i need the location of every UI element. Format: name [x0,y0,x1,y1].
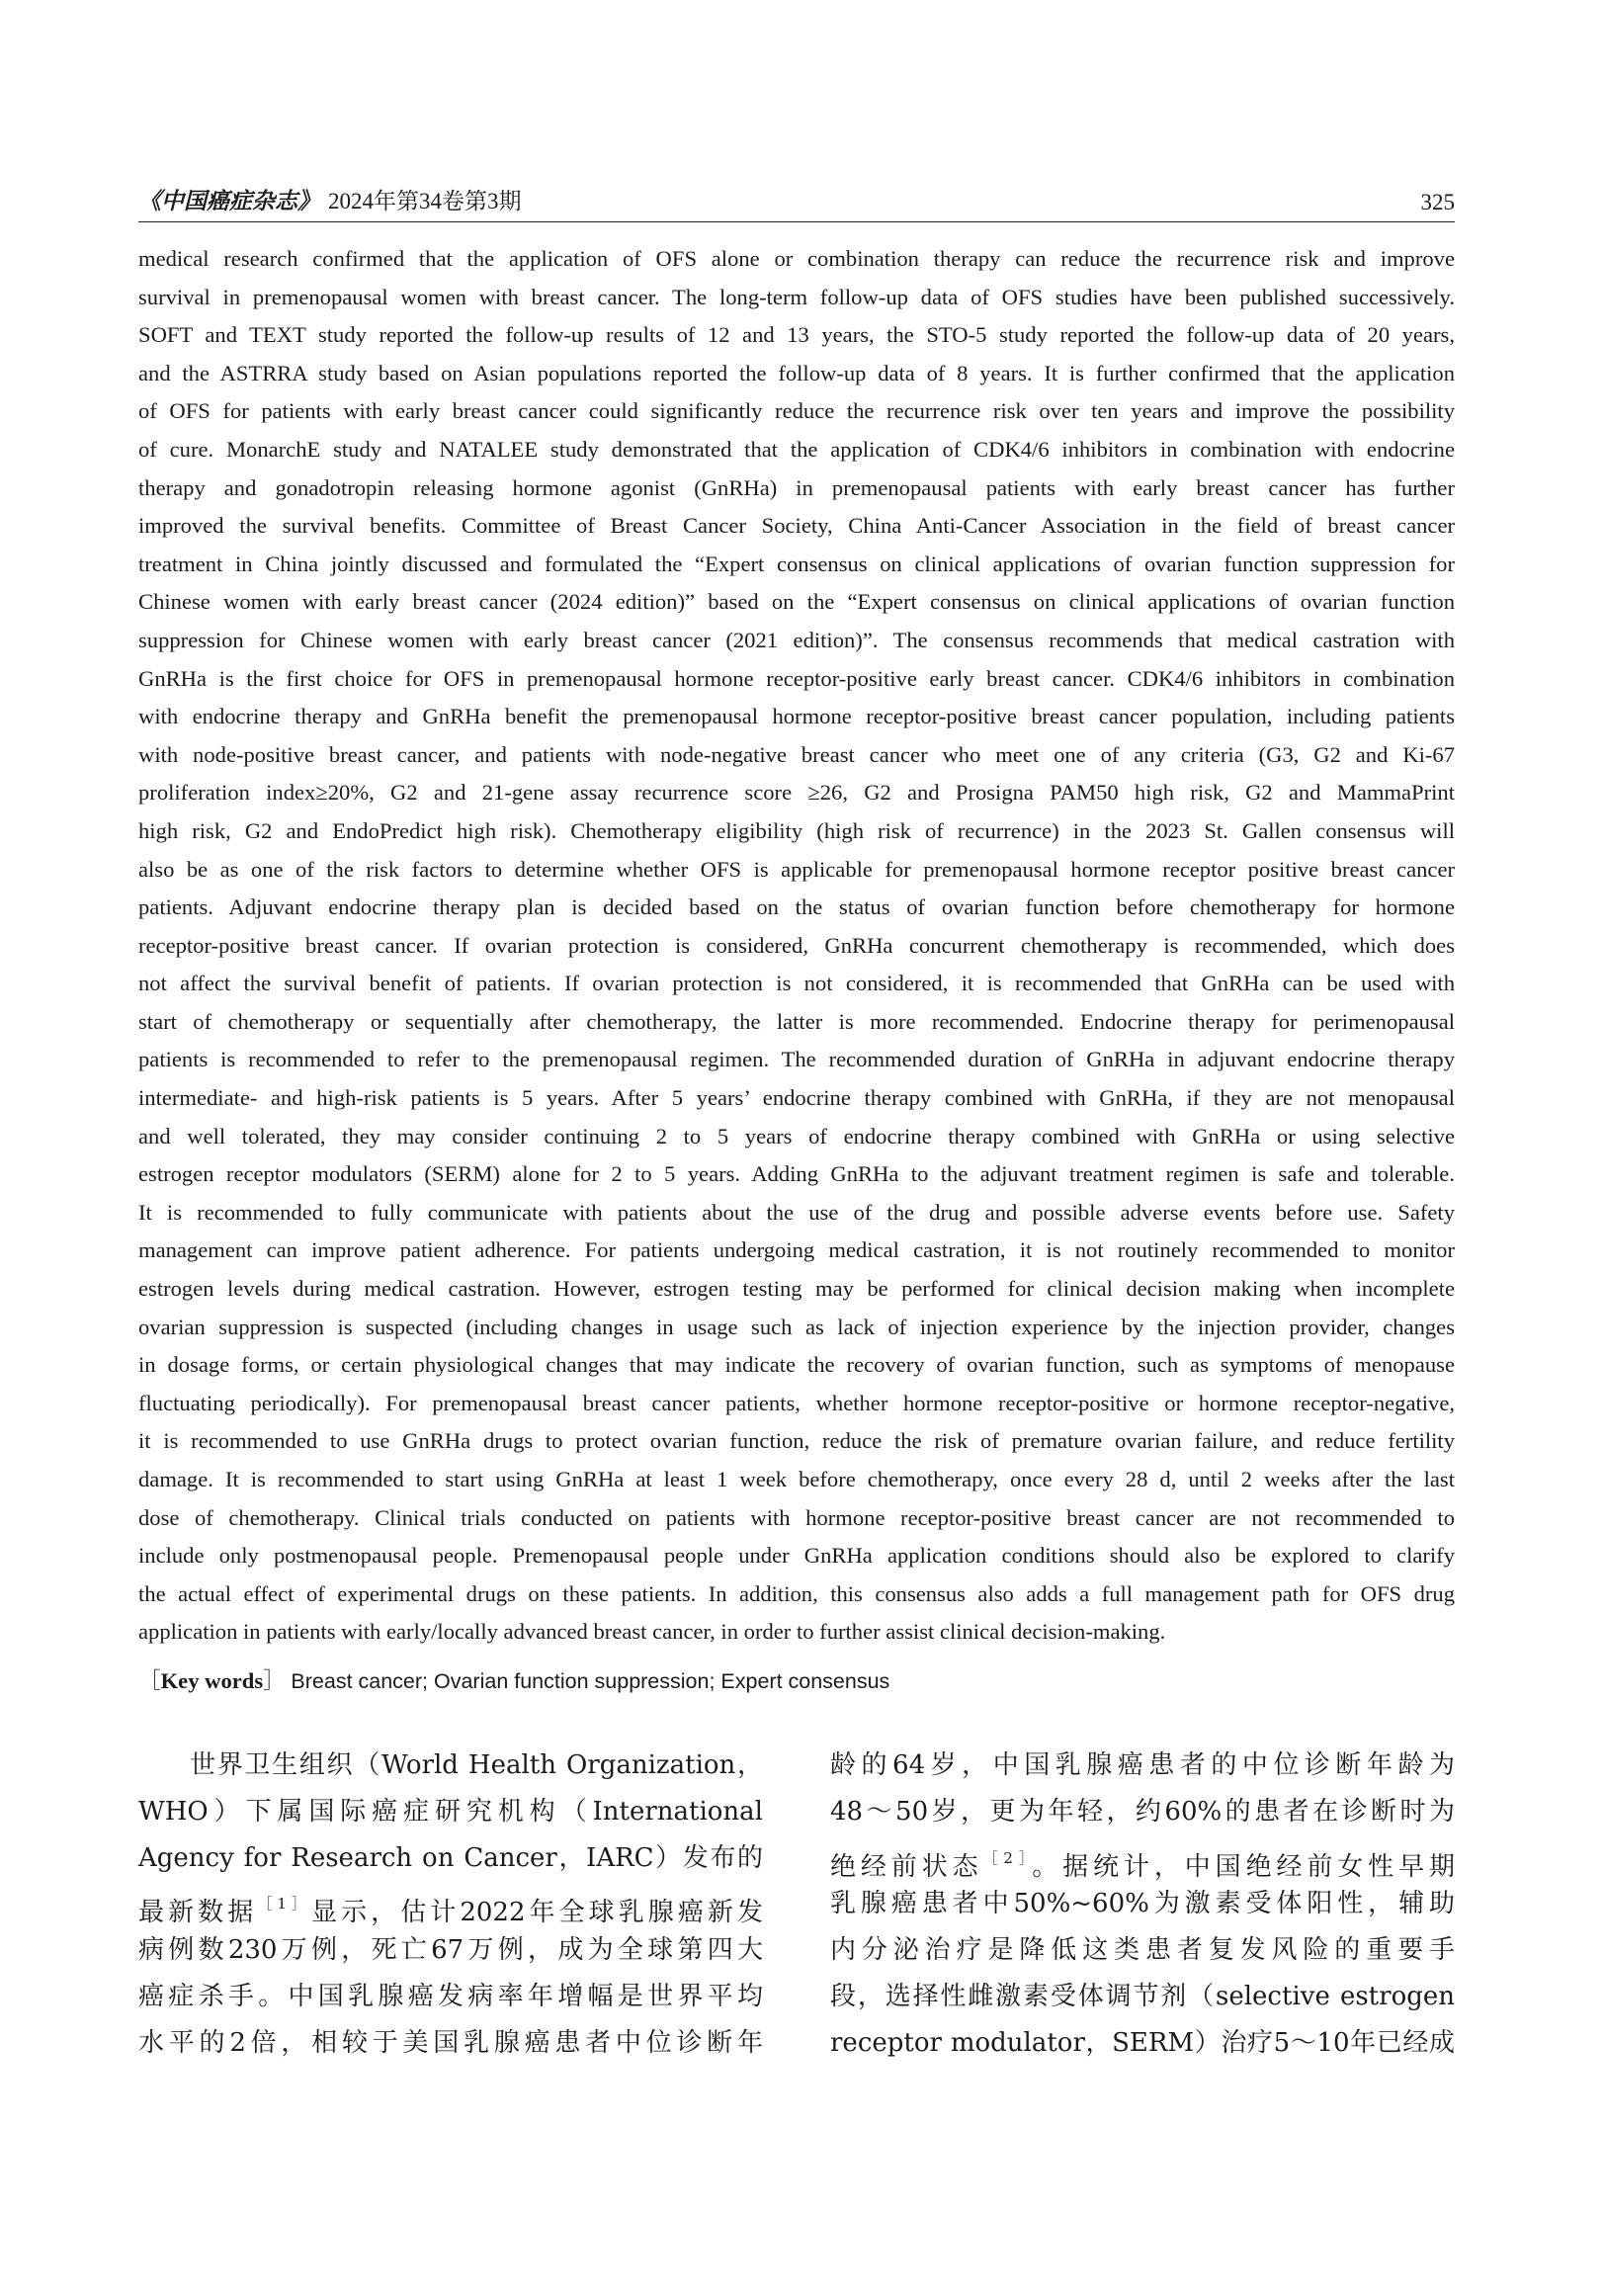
abstract-line: with node-positive breast cancer, and patients with node-negative breast cancer who meet one of any criteria (G3, G2 and Ki-67 [138,741,1455,767]
body-text-segment: 最新数据 [138,1898,258,1928]
body-text-segment: 。据统计，中国绝经前女性早期 [1032,1851,1455,1882]
citation-reference[interactable]: ［2］ [982,1848,1033,1867]
abstract-line: it is recommended to use GnRHa drugs to protect ovarian function, reduce the risk of premature ovarian failure, and reduce fertility [138,1428,1455,1454]
abstract-line: proliferation index≥20%, G2 and 21-gene assay recurrence score ≥26, G2 and Prosigna PAM50 high risk, G2 and MammaPrint [138,780,1455,806]
abstract-line: survival in premenopausal women with breast cancer. The long-term follow-up data of OFS studies have been published successively. [138,284,1455,309]
journal-title: 《中国癌症杂志》 [138,189,320,213]
body-line: 段，选择性雌激素受体调节剂（selective estrogen [830,1981,1455,2011]
page-number: 325 [1420,190,1455,214]
abstract-line: patients. Adjuvant endocrine therapy plan is decided based on the status of ovarian function before chemotherapy for hormone [138,894,1455,920]
abstract-line: management can improve patient adherence. For patients undergoing medical castration, it is not routinely recommended to monitor [138,1237,1455,1263]
abstract-line: ovarian suppression is suspected (including changes in usage such as lack of injection experience by the injection provider, changes [138,1314,1455,1339]
abstract-line: GnRHa is the first choice for OFS in premenopausal hormone receptor-positive early breast cancer. CDK4/6 inhibitors in combination [138,665,1455,691]
body-column-right [830,1743,1455,2067]
abstract-line: medical research confirmed that the application of OFS alone or combination therapy can reduce the recurrence risk and improve [138,246,1455,271]
abstract-line: treatment in China jointly discussed and formulated the “Expert consensus on clinical applications of ovarian function suppression for [138,551,1455,576]
abstract-line: dose of chemotherapy. Clinical trials conducted on patients with hormone receptor-positive breast cancer are not recommended to [138,1504,1455,1530]
body-line [138,1881,763,1927]
keywords-text: Breast cancer; Ovarian function suppression; Expert consensus [291,1669,890,1693]
abstract-line: high risk, G2 and EndoPredict high risk). Chemotherapy eligibility (high risk of recurrence) in the 2023 St. Gallen consensus will [138,817,1455,843]
keywords-bracket-open: ［ [138,1668,161,1693]
keywords-label: Key words [160,1668,264,1693]
abstract-line: fluctuating periodically). For premenopausal breast cancer patients, whether hormone receptor-positive or hormone receptor-negative, [138,1390,1455,1415]
abstract-line: of OFS for patients with early breast cancer could significantly reduce the recurrence risk over ten years and improve the possibility [138,398,1455,424]
journal-issue: 2024年第34卷第3期 [328,189,522,213]
abstract-line: and the ASTRRA study based on Asian populations reported the follow-up data of 8 years. It is further confirmed that the application [138,360,1455,385]
keywords-line [138,1662,889,1700]
abstract-line: include only postmenopausal people. Premenopausal people under GnRHa application conditions should also be explored to clarify [138,1543,1455,1569]
english-abstract [138,240,1455,1652]
abstract-line: start of chemotherapy or sequentially after chemotherapy, the latter is more recommended. Endocrine therapy for perimenopausal [138,1008,1455,1034]
abstract-line: of cure. MonarchE study and NATALEE study demonstrated that the application of CDK4/6 inhibitors in combination with endocrine [138,436,1455,462]
body-line: Agency for Research on Cancer，IARC）发布的 [138,1842,763,1873]
keywords-bracket-close: ］ [263,1668,286,1693]
abstract-line: intermediate- and high-risk patients is 5 years. After 5 years’ endocrine therapy combined with GnRHa, if they are not menopausal [138,1085,1455,1111]
abstract-line: estrogen levels during medical castration. However, estrogen testing may be performed for clinical decision making when incomplete [138,1276,1455,1302]
body-line: 癌症杀手。中国乳腺癌发病率年增幅是世界平均 [138,1981,763,2011]
abstract-line: in dosage forms, or certain physiological changes that may indicate the recovery of ovarian function, such as symptoms of menopause [138,1352,1455,1378]
body-text-segment: 显示，估计2022年全球乳腺癌新发 [311,1898,763,1928]
abstract-line: suppression for Chinese women with early breast cancer (2021 edition)”. The consensus recommends that medical castration with [138,627,1455,652]
body-line [830,1835,1455,1882]
abstract-line: also be as one of the risk factors to determine whether OFS is applicable for premenopausal hormone receptor positive breast cancer [138,856,1455,882]
body-line: WHO）下属国际癌症研究机构（International [138,1796,763,1827]
abstract-line: application in patients with early/locally advanced breast cancer, in order to further assist clinical decision-making. [138,1619,1166,1645]
body-line: 乳腺癌患者中50%~60%为激素受体阳性，辅助 [830,1889,1455,1919]
running-header [138,189,1455,222]
body-line: 48～50岁，更为年轻，约60%的患者在诊断时为 [830,1796,1455,1827]
body-line: 病例数230万例，死亡67万例，成为全球第四大 [138,1935,763,1966]
abstract-line: therapy and gonadotropin releasing hormone agonist (GnRHa) in premenopausal patients with early breast cancer has further [138,474,1455,500]
body-line: 内分泌治疗是降低这类患者复发风险的重要手 [830,1935,1455,1966]
abstract-line: Chinese women with early breast cancer (2024 edition)” based on the “Expert consensus on clinical applications of ovarian function [138,589,1455,615]
abstract-line: estrogen receptor modulators (SERM) alone for 2 to 5 years. Adding GnRHa to the adjuvant treatment regimen is safe and tolerable. [138,1161,1455,1187]
abstract-line: and well tolerated, they may consider continuing 2 to 5 years of endocrine therapy combined with GnRHa or using selective [138,1123,1455,1148]
abstract-line: improved the survival benefits. Committee of Breast Cancer Society, China Anti-Cancer Association in the field of breast cancer [138,513,1455,539]
body-line: 水平的2倍，相较于美国乳腺癌患者中位诊断年 [138,2027,763,2058]
abstract-line: damage. It is recommended to start using GnRHa at least 1 week before chemotherapy, once every 28 d, until 2 weeks after the last [138,1467,1455,1491]
abstract-line: receptor-positive breast cancer. If ovarian protection is considered, GnRHa concurrent chemotherapy is recommended, which does [138,932,1455,958]
body-text-segment: 绝经前状态 [830,1851,983,1882]
body-line: receptor modulator，SERM）治疗5～10年已经成 [830,2027,1455,2058]
abstract-line: the actual effect of experimental drugs on these patients. In addition, this consensus also adds a full management path for OFS drug [138,1580,1455,1606]
abstract-line: with endocrine therapy and GnRHa benefit the premenopausal hormone receptor-positive breast cancer population, including patients [138,704,1455,729]
abstract-line: patients is recommended to refer to the premenopausal regimen. The recommended duration of GnRHa in adjuvant endocrine therapy [138,1047,1455,1072]
abstract-line: SOFT and TEXT study reported the follow-up results of 12 and 13 years, the STO-5 study reported the follow-up data of 20 years, [138,322,1455,348]
body-line: 龄的64岁，中国乳腺癌患者的中位诊断年龄为 [830,1750,1455,1780]
body-line: 世界卫生组织（World Health Organization， [190,1750,763,1780]
body-column-left [138,1743,763,2067]
abstract-line: It is recommended to fully communicate with patients about the use of the drug and possible adverse events before use. Safety [138,1199,1455,1225]
citation-reference[interactable]: ［1］ [257,1895,311,1913]
abstract-line: not affect the survival benefit of patients. If ovarian protection is not considered, it is recommended that GnRHa can be used with [138,971,1455,996]
